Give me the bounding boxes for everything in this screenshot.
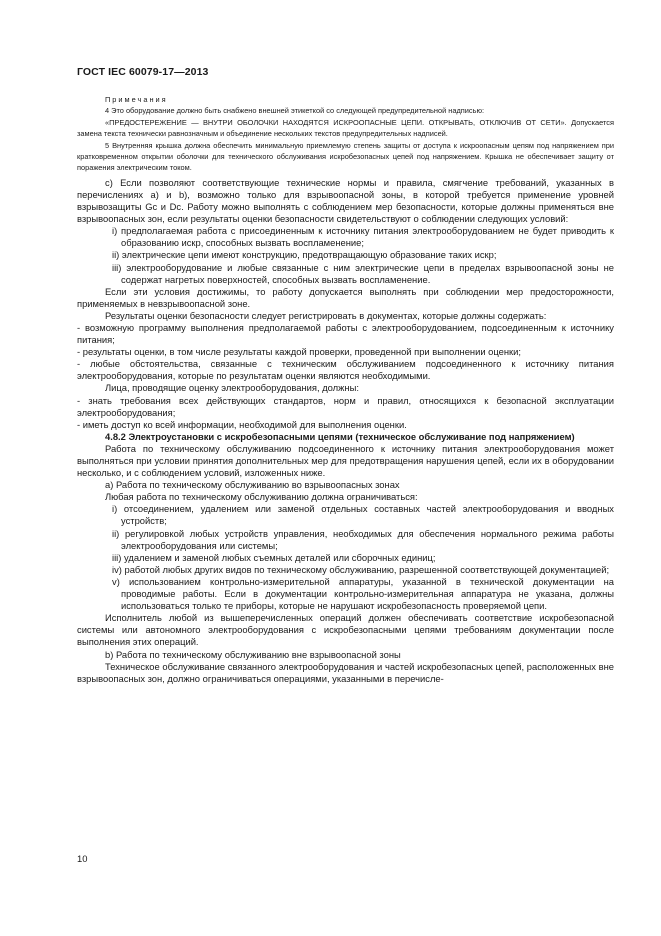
paragraph-maintenance: Работа по техническому обслуживанию подсоединенного к источнику питания электрооборудования может выполняться при условии принятия дополнительных мер для предотвращения нарушения цепей, если их в оборудовании несколько, и с соблюдением условий, изложенных ниже. <box>77 442 614 479</box>
paragraph-conditions-met: Если эти условия достижимы, то работу допускается выполнять при соблюдении мер предосторожности, применяемых в невзрывоопасной зоне. <box>77 285 614 309</box>
condition-ii: ii) электрические цепи имеют конструкцию, предотвращающую образование таких искр; <box>112 249 497 261</box>
persons-item-2: - иметь доступ ко всей информации, необходимой для выполнения оценки. <box>77 418 407 430</box>
notes-block <box>77 94 614 174</box>
paragraph-c: c) Если позволяют соответствующие технические нормы и правила, смягчение требований, указанных в перечислениях а) и b), возможно только для взрывоопасной зоны, в которой требуется применение уровней взрывозащиты Gc и Dc. Работу можно выполнять с соблюдением мер безопасности, которые должны применяться вне взрывоопасных зон, если результаты оценки безопасности свидетельствуют о соблюдении следующих условий: <box>77 176 614 225</box>
results-item-2: - результаты оценки, в том числе результаты каждой проверки, проведенной при выполнении оценки; <box>77 346 521 358</box>
note-4-part-2: «ПРЕДОСТЕРЕЖЕНИЕ — ВНУТРИ ОБОЛОЧКИ НАХОДЯТСЯ ИСКРООПАСНЫЕ ЦЕПИ. ОТКРЫВАТЬ, ОТКЛЮЧИВ ОТ СЕТИ». Допускается замена текста технически равнозначным и объединение нескольких текстов предупредительных надписей. <box>77 117 614 139</box>
results-item-3: - любые обстоятельства, связанные с техническим обслуживанием подсоединенного к источнику питания электрооборудования, которые по результатам оценки являются необходимыми. <box>77 358 614 382</box>
results-item-1: - возможную программу выполнения предполагаемой работы с электрооборудованием, подсоединенным к источнику питания; <box>77 321 614 346</box>
persons-item-1: - знать требования всех действующих стандартов, норм и правил, относящихся к безопасной эксплуатации электрооборудования; <box>77 394 614 418</box>
condition-i: i) предполагаемая работа с присоединенным к источнику питания электрооборудованием не будет приводить к образованию искр, способных вызвать воспламенение; <box>112 225 614 249</box>
limit-ii: ii) регулировкой любых устройств управления, необходимых для обеспечения нормального режима работы электрооборудования или системы; <box>112 527 614 551</box>
condition-iii: iii) электрооборудование и любые связанные с ним электрические цепи в пределах взрывоопасной зоны не содержат нагретых поверхностей, способных вызвать воспламенение. <box>112 261 614 285</box>
note-5: 5 Внутренняя крышка должна обеспечить минимальную приемлемую степень защиты от доступа к искроопасным цепям под напряжением при кратковременном открытии оболочки для технического обслуживания искробезопасных цепей под напряжением. Крышка не обеспечивает защиту от поражения электрическим током. <box>77 140 614 173</box>
limit-iv: iv) работой любых других видов по техническому обслуживанию, разрешенной соответствующей документацией; <box>112 563 610 575</box>
document-header: ГОСТ IEC 60079-17—2013 <box>77 66 209 78</box>
limit-i: i) отсоединением, удалением или заменой отдельных составных частей электрооборудования и вводных устройств; <box>112 503 614 527</box>
paragraph-b: b) Работа по техническому обслуживанию вне взрывоопасной зоны <box>105 648 401 660</box>
limit-v: v) использованием контрольно-измерительной аппаратуры, указанной в технической документации на проводимые работы. Если в документации контрольно-измерительная аппаратура не указана, должны использоваться только те приборы, которые не нарушают искробезопасность проверяемой цепи. <box>112 575 614 612</box>
note-4-part-1: 4 Это оборудование должно быть снабжено внешней этикеткой со следующей предупредительной надписью: <box>105 106 485 116</box>
page-body <box>77 94 614 685</box>
paragraph-results: Результаты оценки безопасности следует регистрировать в документах, которые должны содержать: <box>105 309 547 321</box>
paragraph-associated-equipment: Техническое обслуживание связанного электрооборудования и частей искробезопасных цепей, расположенных вне взрывоопасных зон, должно ограничиваться операциями, указанными в перечисле- <box>77 660 614 684</box>
main-text <box>77 177 614 685</box>
paragraph-persons: Лица, проводящие оценку электрооборудования, должны: <box>105 382 359 394</box>
section-heading-4-8-2: 4.8.2 Электроустановки с искробезопасными цепями (техническое обслуживание под напряжением) <box>105 430 575 442</box>
page-number: 10 <box>77 853 88 864</box>
paragraph-a-limits: Любая работа по техническому обслуживанию должна ограничиваться: <box>105 491 418 503</box>
paragraph-executor: Исполнитель любой из вышеперечисленных операций должен обеспечивать соответствие искробезопасной системы или автономного электрооборудования с искробезопасными цепями требованиям документации после выполнения этих операций. <box>77 612 614 648</box>
notes-title: Примечания <box>105 95 168 104</box>
paragraph-a: a) Работа по техническому обслуживанию во взрывоопасных зонах <box>105 479 400 491</box>
limit-iii: iii) удалением и заменой любых съемных деталей или сборочных единиц; <box>112 551 436 563</box>
